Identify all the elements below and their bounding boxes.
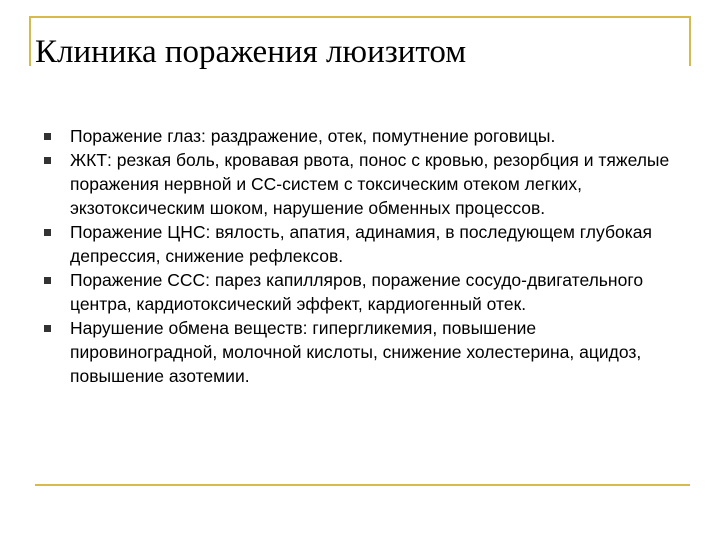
square-bullet-icon [44, 229, 51, 236]
bullet-text: Поражение глаз: раздражение, отек, помутнение роговицы. [70, 126, 556, 146]
square-bullet-icon [44, 157, 51, 164]
bullet-text: Поражение ЦНС: вялость, апатия, адинамия, в последующем глубокая депрессия, снижение рефлексов. [70, 222, 652, 266]
slide-title: Клиника поражения люизитом [35, 34, 467, 70]
bullet-item-cardiovascular [42, 268, 682, 316]
bullet-text: ЖКТ: резкая боль, кровавая рвота, понос с кровью, резорбция и тяжелые поражения нервной и СС-систем с токсическим отеком легких, экзотоксическим шоком, нарушение обменных процессов. [70, 150, 670, 218]
square-bullet-icon [44, 325, 51, 332]
bullet-text: Нарушение обмена веществ: гипергликемия, повышение пировиноградной, молочной кислоты, снижение холестерина, ацидоз, повышение азотемии. [70, 318, 642, 386]
bullet-item-gi-tract [42, 148, 682, 220]
left-frame-line [29, 16, 31, 66]
square-bullet-icon [44, 277, 51, 284]
bullet-list [42, 124, 682, 388]
bullet-item-eyes [42, 124, 682, 148]
bullet-item-cns [42, 220, 682, 268]
bullet-item-metabolism [42, 316, 682, 388]
bullet-text: Поражение ССС: парез капилляров, поражение сосудо-двигательного центра, кардиотоксический эффект, кардиогенный отек. [70, 270, 644, 314]
right-frame-line [689, 16, 691, 66]
top-divider [30, 16, 690, 18]
square-bullet-icon [44, 133, 51, 140]
bottom-divider [35, 484, 690, 486]
